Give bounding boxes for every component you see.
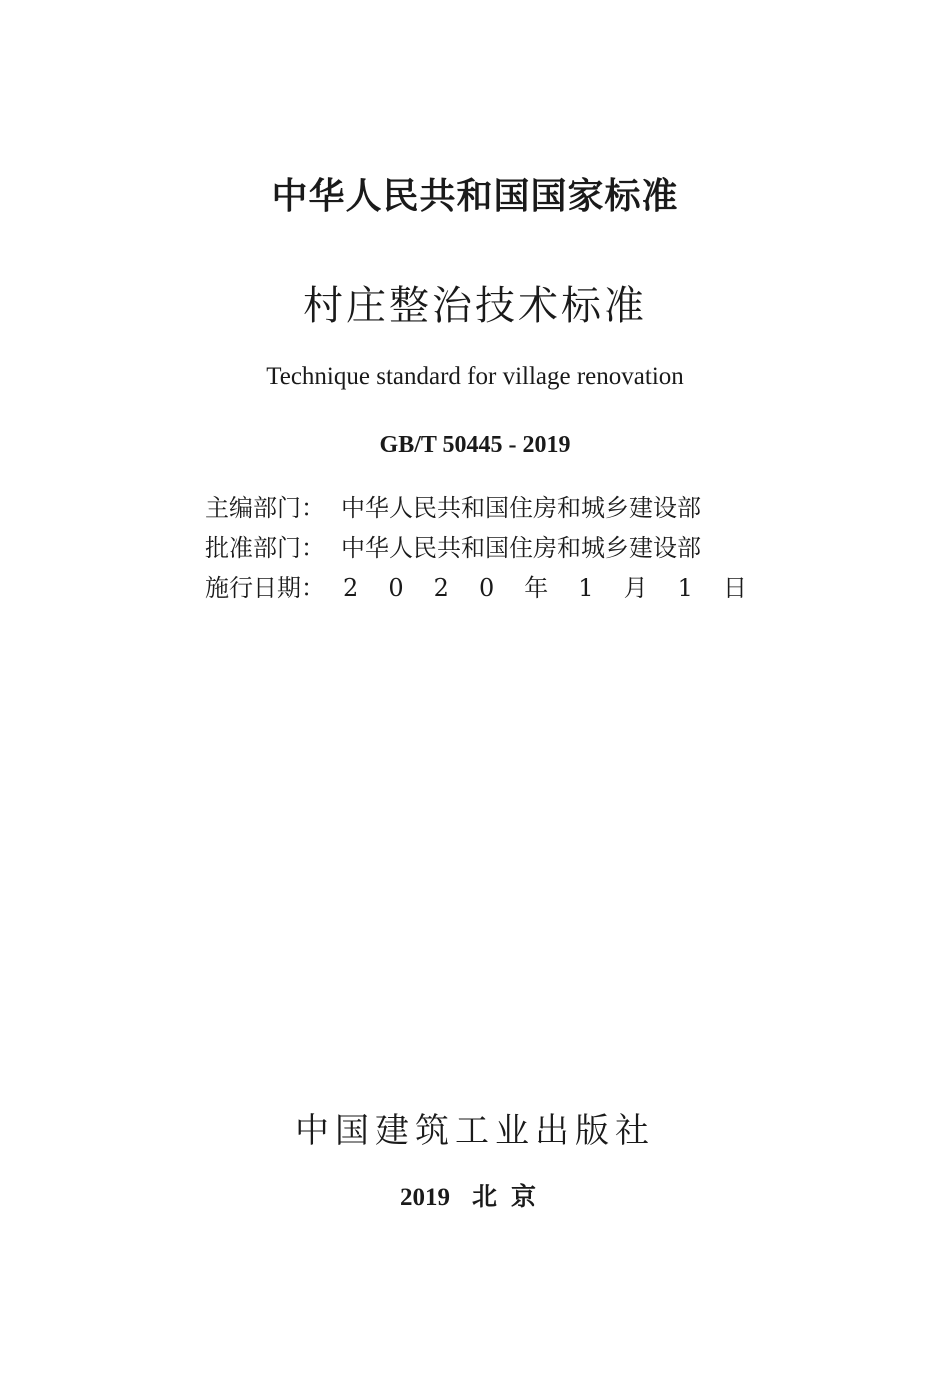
imprint-year: 2019 — [399, 1184, 450, 1211]
title-chinese: 村庄整治技术标准 — [303, 283, 647, 329]
editor-value: 中华人民共和国住房和城乡建设部 — [341, 494, 701, 522]
editor-row — [205, 490, 765, 530]
standard-code: GB/T 50445 - 2019 — [379, 432, 571, 458]
approver-label: 批准部门： — [205, 534, 325, 562]
standard-details — [205, 490, 765, 610]
date-char: 2 — [433, 574, 449, 602]
approver-row — [205, 530, 765, 570]
date-char: 年 — [524, 574, 549, 602]
imprint-city: 北京 — [471, 1182, 550, 1211]
title-english: Technique standard for village renovation — [266, 363, 684, 390]
publisher-name: 中国建筑工业出版社 — [295, 1111, 655, 1151]
date-value — [341, 570, 747, 606]
imprint — [0, 1180, 950, 1215]
date-char: 2 — [343, 574, 359, 602]
date-char: 1 — [677, 574, 693, 602]
editor-label: 主编部门： — [205, 494, 325, 522]
approver-value: 中华人民共和国住房和城乡建设部 — [341, 534, 701, 562]
date-char: 日 — [722, 574, 747, 602]
date-char: 月 — [623, 574, 648, 602]
standard-category: 中华人民共和国国家标准 — [271, 176, 679, 217]
date-char: 1 — [578, 574, 594, 602]
date-char: 0 — [478, 574, 495, 602]
date-label: 施行日期： — [205, 574, 325, 602]
date-char: 0 — [388, 574, 404, 602]
date-row — [205, 570, 765, 610]
